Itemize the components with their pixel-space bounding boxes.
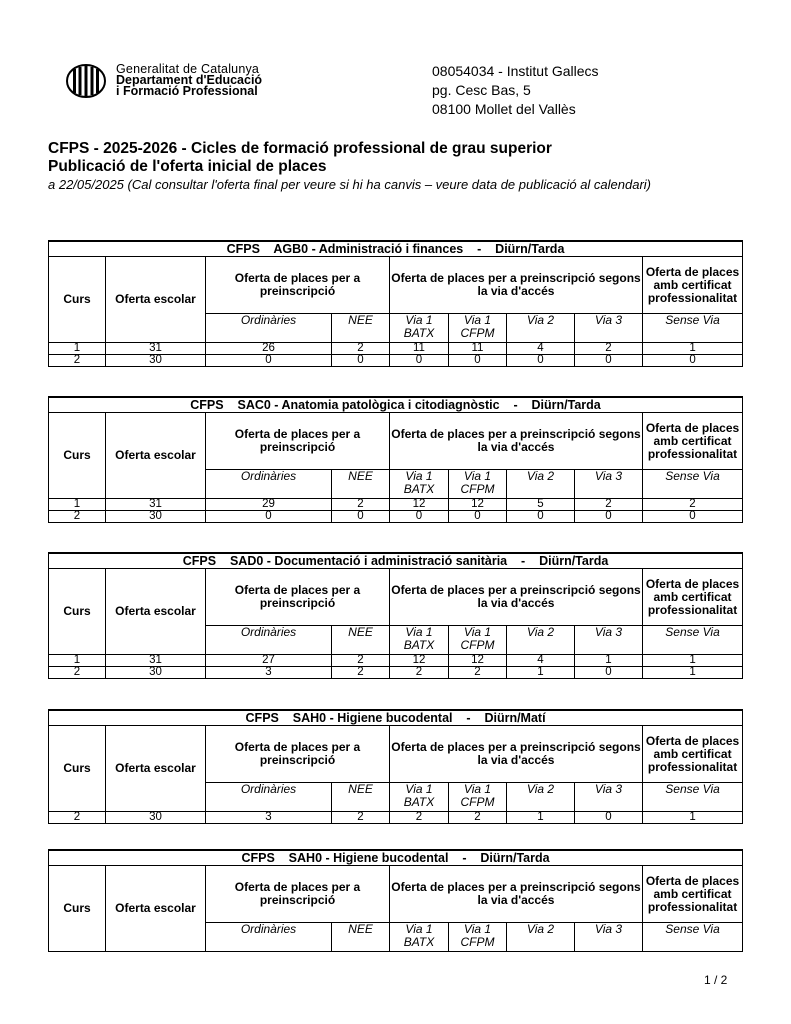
col-subheader-via3: Via 3 (575, 923, 643, 952)
col-header-preinscripcio: Oferta de places per a preinscripció (206, 866, 390, 923)
cell-via3: 2 (575, 499, 643, 511)
col-header-certificat: Oferta de places amb certificat professionalitat (643, 569, 743, 626)
col-subheader-via2: Via 2 (507, 626, 575, 655)
publication-note-text: (Cal consultar l'oferta final per veure si hi ha canvis – veure data de publicació al calendari) (127, 177, 652, 192)
page-subtitle: Publicació de l'oferta inicial de places (48, 158, 327, 175)
col-subheader-via1-cfpm: Via 1 CFPM (449, 783, 507, 812)
col-subheader-via2: Via 2 (507, 923, 575, 952)
cell-escolar: 31 (106, 499, 206, 511)
col-subheader-via1-batx: Via 1 BATX (390, 314, 449, 343)
col-subheader-via3: Via 3 (575, 470, 643, 499)
table-caption: CFPS SAD0 - Documentació i administració sanitària - Diürn/Tarda (49, 553, 743, 569)
cell-ord: 29 (206, 499, 332, 511)
col-subheader-ordinaries: Ordinàries (206, 626, 332, 655)
table-row (49, 511, 743, 523)
col-header-curs: Curs (49, 257, 106, 343)
school-address: pg. Cesc Bas, 5 (432, 82, 531, 98)
col-subheader-via1-batx: Via 1 BATX (390, 783, 449, 812)
cell-cfpm: 12 (449, 499, 507, 511)
col-header-oferta-escolar: Oferta escolar (106, 569, 206, 655)
school-code-name: 08054034 - Institut Gallecs (432, 63, 599, 79)
col-header-oferta-escolar: Oferta escolar (106, 257, 206, 343)
table-caption: CFPS SAC0 - Anatomia patològica i citodiagnòstic - Diürn/Tarda (49, 397, 743, 413)
cell-sense: 1 (643, 655, 743, 667)
cell-via3: 0 (575, 511, 643, 523)
col-subheader-sense-via: Sense Via (643, 923, 743, 952)
col-header-certificat: Oferta de places amb certificat professionalitat (643, 413, 743, 470)
col-header-via-acces: Oferta de places per a preinscripció segons la via d'accés (390, 569, 643, 626)
cell-sense: 1 (643, 667, 743, 679)
cell-via3: 2 (575, 343, 643, 355)
cell-via2: 4 (507, 343, 575, 355)
col-subheader-nee: NEE (332, 470, 390, 499)
cell-ord: 27 (206, 655, 332, 667)
col-header-preinscripcio: Oferta de places per a preinscripció (206, 726, 390, 783)
publication-note (48, 176, 748, 194)
col-subheader-via1-batx: Via 1 BATX (390, 626, 449, 655)
col-header-preinscripcio: Oferta de places per a preinscripció (206, 257, 390, 314)
title-block (48, 140, 748, 194)
cell-via2: 1 (507, 812, 575, 824)
offer-table (48, 240, 743, 367)
publication-date: a 22/05/2025 (48, 177, 124, 192)
table-caption: CFPS SAH0 - Higiene bucodental - Diürn/Tarda (49, 850, 743, 866)
col-subheader-nee: NEE (332, 783, 390, 812)
cell-via2: 0 (507, 511, 575, 523)
cell-cfpm: 11 (449, 343, 507, 355)
cell-curs: 2 (49, 511, 106, 523)
col-subheader-sense-via: Sense Via (643, 626, 743, 655)
cell-cfpm: 0 (449, 355, 507, 367)
table-row (49, 499, 743, 511)
logo-line2: Departament d'Educació (116, 73, 263, 87)
generalitat-emblem-icon (66, 64, 106, 98)
col-subheader-nee: NEE (332, 923, 390, 952)
cell-curs: 1 (49, 343, 106, 355)
cell-via3: 1 (575, 655, 643, 667)
cell-escolar: 30 (106, 355, 206, 367)
cell-escolar: 30 (106, 812, 206, 824)
cell-batx: 11 (390, 343, 449, 355)
cell-curs: 1 (49, 499, 106, 511)
col-subheader-ordinaries: Ordinàries (206, 923, 332, 952)
col-subheader-via3: Via 3 (575, 314, 643, 343)
cell-nee: 2 (332, 812, 390, 824)
cell-nee: 2 (332, 655, 390, 667)
cell-via2: 4 (507, 655, 575, 667)
col-subheader-via3: Via 3 (575, 783, 643, 812)
col-header-via-acces: Oferta de places per a preinscripció segons la via d'accés (390, 413, 643, 470)
cell-cfpm: 2 (449, 812, 507, 824)
offer-table (48, 849, 743, 952)
cell-nee: 2 (332, 343, 390, 355)
col-header-certificat: Oferta de places amb certificat professionalitat (643, 866, 743, 923)
cell-sense: 1 (643, 812, 743, 824)
col-header-oferta-escolar: Oferta escolar (106, 866, 206, 952)
offer-table (48, 552, 743, 679)
cell-via2: 0 (507, 355, 575, 367)
generalitat-logo (66, 64, 316, 98)
table-row (49, 355, 743, 367)
col-subheader-ordinaries: Ordinàries (206, 314, 332, 343)
cell-escolar: 30 (106, 511, 206, 523)
col-subheader-via1-cfpm: Via 1 CFPM (449, 626, 507, 655)
cell-via2: 1 (507, 667, 575, 679)
cell-batx: 12 (390, 655, 449, 667)
school-info (432, 62, 599, 119)
cell-ord: 0 (206, 511, 332, 523)
cell-batx: 2 (390, 667, 449, 679)
col-subheader-nee: NEE (332, 314, 390, 343)
col-subheader-via1-cfpm: Via 1 CFPM (449, 470, 507, 499)
col-header-certificat: Oferta de places amb certificat professionalitat (643, 726, 743, 783)
col-header-via-acces: Oferta de places per a preinscripció segons la via d'accés (390, 866, 643, 923)
cell-via3: 0 (575, 355, 643, 367)
cell-batx: 0 (390, 511, 449, 523)
cell-escolar: 31 (106, 343, 206, 355)
col-subheader-via2: Via 2 (507, 314, 575, 343)
cell-curs: 2 (49, 812, 106, 824)
cell-nee: 0 (332, 355, 390, 367)
cell-via2: 5 (507, 499, 575, 511)
col-subheader-nee: NEE (332, 626, 390, 655)
cell-ord: 26 (206, 343, 332, 355)
col-header-curs: Curs (49, 866, 106, 952)
col-subheader-via1-cfpm: Via 1 CFPM (449, 923, 507, 952)
cell-cfpm: 12 (449, 655, 507, 667)
table-row (49, 343, 743, 355)
col-header-curs: Curs (49, 569, 106, 655)
col-subheader-via2: Via 2 (507, 783, 575, 812)
col-header-preinscripcio: Oferta de places per a preinscripció (206, 569, 390, 626)
cell-ord: 3 (206, 667, 332, 679)
cell-via3: 0 (575, 812, 643, 824)
col-subheader-via1-cfpm: Via 1 CFPM (449, 314, 507, 343)
col-subheader-via2: Via 2 (507, 470, 575, 499)
col-header-via-acces: Oferta de places per a preinscripció segons la via d'accés (390, 726, 643, 783)
col-header-preinscripcio: Oferta de places per a preinscripció (206, 413, 390, 470)
table-row (49, 812, 743, 824)
col-subheader-via1-batx: Via 1 BATX (390, 470, 449, 499)
cell-escolar: 30 (106, 667, 206, 679)
cell-curs: 2 (49, 667, 106, 679)
cell-sense: 2 (643, 499, 743, 511)
cell-cfpm: 0 (449, 511, 507, 523)
logo-line3: i Formació Professional (116, 84, 258, 98)
cell-sense: 0 (643, 355, 743, 367)
col-subheader-ordinaries: Ordinàries (206, 470, 332, 499)
cell-batx: 2 (390, 812, 449, 824)
table-caption: CFPS SAH0 - Higiene bucodental - Diürn/Matí (49, 710, 743, 726)
cell-cfpm: 2 (449, 667, 507, 679)
col-subheader-sense-via: Sense Via (643, 314, 743, 343)
cell-nee: 2 (332, 667, 390, 679)
logo-text (116, 64, 262, 97)
cell-ord: 3 (206, 812, 332, 824)
offer-table (48, 709, 743, 824)
table-caption: CFPS AGB0 - Administració i finances - Diürn/Tarda (49, 241, 743, 257)
cell-nee: 0 (332, 511, 390, 523)
cell-via3: 0 (575, 667, 643, 679)
offer-table (48, 396, 743, 523)
cell-curs: 1 (49, 655, 106, 667)
col-subheader-ordinaries: Ordinàries (206, 783, 332, 812)
page-number: 1 / 2 (704, 973, 728, 987)
logo-line1: Generalitat de Catalunya (116, 62, 260, 76)
col-header-via-acces: Oferta de places per a preinscripció segons la via d'accés (390, 257, 643, 314)
col-header-curs: Curs (49, 413, 106, 499)
table-row (49, 667, 743, 679)
school-city: 08100 Mollet del Vallès (432, 101, 576, 117)
col-header-curs: Curs (49, 726, 106, 812)
col-subheader-sense-via: Sense Via (643, 783, 743, 812)
col-header-oferta-escolar: Oferta escolar (106, 413, 206, 499)
cell-ord: 0 (206, 355, 332, 367)
cell-sense: 1 (643, 343, 743, 355)
col-header-oferta-escolar: Oferta escolar (106, 726, 206, 812)
table-row (49, 655, 743, 667)
cell-batx: 0 (390, 355, 449, 367)
cell-sense: 0 (643, 511, 743, 523)
col-subheader-sense-via: Sense Via (643, 470, 743, 499)
cell-nee: 2 (332, 499, 390, 511)
cell-batx: 12 (390, 499, 449, 511)
col-subheader-via3: Via 3 (575, 626, 643, 655)
cell-curs: 2 (49, 355, 106, 367)
col-header-certificat: Oferta de places amb certificat professionalitat (643, 257, 743, 314)
cell-escolar: 31 (106, 655, 206, 667)
page-title: CFPS - 2025-2026 - Cicles de formació professional de grau superior (48, 140, 552, 157)
col-subheader-via1-batx: Via 1 BATX (390, 923, 449, 952)
